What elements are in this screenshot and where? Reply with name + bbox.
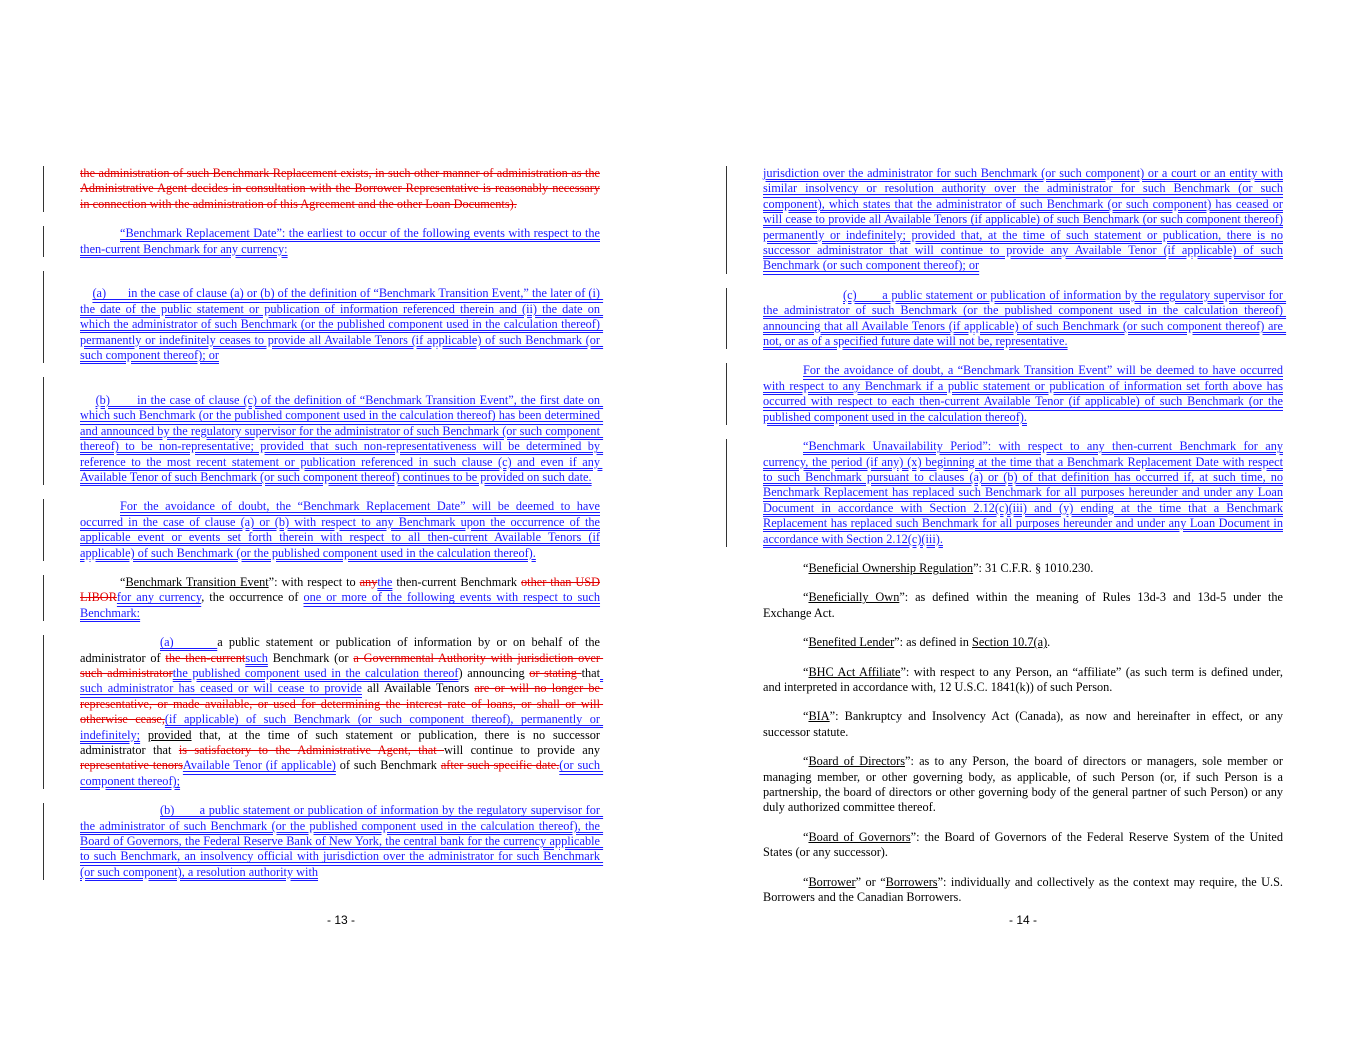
deleted-text: is satisfactory to the Administrative Agent, that [178, 743, 445, 757]
change-bar [43, 635, 44, 789]
change-bar [43, 377, 44, 485]
text: ”: 31 C.F.R. § 1010.230. [973, 560, 1094, 575]
defined-term: Board of Directors [808, 754, 905, 769]
paragraph-clause-a [80, 271, 604, 363]
paragraph-board-of-governors [763, 830, 1283, 861]
defined-term: BHC Act Affiliate [808, 664, 901, 679]
text: ”: as defined within the meaning of Rules 13d-3 and 13d-5 under the Exchange Act. [763, 590, 1283, 620]
text: ”: with respect to [268, 574, 360, 589]
page-number: - 13 - [327, 913, 356, 927]
page-number: - 14 - [1009, 913, 1038, 927]
change-bar [43, 575, 44, 621]
change-bar [43, 499, 44, 561]
inserted-text: for any currency [116, 590, 202, 605]
defined-term: Borrower [808, 874, 856, 889]
inserted-text: (a) in the case of clause (a) or (b) of the definition of “Benchmark Transition Event,” the later of (i) the date of the public statement or publication of information referenced therein and (ii) the date on which the administrator of such Benchmark (or the published component used in the calculation thereof) permanently or indefinitely ceases to provide all Available Tenors (if applicable) of such Benchmark (or such component thereof); or [80, 286, 604, 363]
text: “ [803, 754, 809, 769]
text: will continue to provide any [444, 743, 604, 757]
paragraph-bhc-act-affiliate [763, 665, 1283, 696]
inserted-text: such [245, 650, 268, 665]
defined-term: Beneficial Ownership Regulation [808, 560, 974, 575]
inserted-text: such administrator has ceased or will cease to provide [80, 665, 604, 696]
paragraph-transition-clause-c [763, 287, 1287, 350]
paragraph-replacement-admin [80, 166, 600, 212]
text: ”: as to any Person, the board of directors or managers, sole member or managing member, or other governing body, as applicable, of such Person (or, if such Person is a partnership, the board of directors or other governing body of the general partner of such Person) or any duly authorized committee thereof. [763, 754, 1283, 815]
inserted-text: (if applicable) of such Benchmark (or such component thereof), permanently or indefinitely; [80, 712, 604, 742]
text: that, at the time of such statement or publication, there is no successor administrator that [80, 727, 604, 757]
paragraph-benefited-lender [763, 635, 1283, 650]
defined-term: Benchmark Transition Event [125, 574, 269, 589]
deleted-text: a Governmental Authority with jurisdiction over such administrator [80, 650, 604, 680]
text: “ [803, 874, 809, 889]
text: “ [803, 664, 809, 679]
text: ”: with respect to any Person, an “affiliate” (as such term is defined under, and interpreted in accordance with, 12 U.S.C. 1841(k)) of such Person. [763, 664, 1283, 694]
paragraph-board-of-directors [763, 754, 1283, 816]
paragraph-benchmark-replacement-date [80, 226, 600, 257]
text: ”: Bankruptcy and Insolvency Act (Canada), as now and hereinafter in effect, or any successor statute. [763, 709, 1283, 739]
text: ”: the Board of Governors of the Federal Reserve System of the United States (or any successor). [763, 829, 1283, 860]
inserted-text: “Benchmark Replacement Date”: the earliest to occur of the following events with respect to the then-current Benchmark for any currency: [80, 226, 600, 256]
paragraph-bia [763, 709, 1283, 740]
text: “ [803, 590, 809, 605]
paragraph-avoidance-of-doubt [80, 499, 600, 561]
deleted-text: representative tenors [80, 758, 183, 773]
deleted-text: the then-current [165, 650, 246, 665]
defined-term: Benefited Lender [808, 635, 895, 650]
text: , the occurrence of [201, 590, 304, 605]
change-bar [726, 363, 727, 425]
inserted-text: (b) in the case of clause (c) of the definition of “Benchmark Transition Event”, the first date on which such Benchmark (or the published component used in the calculation thereof) has been determined and announced by the regulatory supervisor for the administrator of such Benchmark (or such component thereof) to be non-representative; provided that such non-representativeness will be determined by reference to the most recent statement or publication referenced in such clause (c) and even if any Available Tenor of such Benchmark (or such component thereof) continues to be provided on such date. [80, 392, 604, 484]
deleted-text: after such specific date. [440, 758, 560, 773]
inserted-text: (a) [160, 635, 218, 650]
deleted-text: are or will no longer be representative, or made available, or used for determining the interest rate of loans, or shall or will otherwise cease, [80, 681, 604, 727]
change-bar [43, 271, 44, 363]
text: of such Benchmark [335, 758, 441, 773]
section-reference: Section 10.7(a) [972, 635, 1048, 650]
text: ” or “ [855, 874, 886, 889]
text: “ [803, 829, 809, 844]
text: a public statement or publication of information by or on behalf of the administrator of [80, 635, 604, 665]
paragraph-transition-clause-a [80, 635, 604, 789]
paragraph-beneficial-ownership [763, 561, 1283, 576]
paragraph-clause-b [80, 377, 604, 485]
paragraph-transition-clause-b [80, 803, 604, 880]
page-14 [763, 166, 1287, 919]
change-bar [43, 803, 44, 880]
inserted-text: the [377, 574, 393, 589]
paragraph-borrower [763, 875, 1283, 906]
text [140, 728, 148, 742]
text: “ [803, 560, 809, 575]
inserted-text: (c) a public statement or publication of information by the regulatory supervisor for the administrator of such Benchmark (or the published component used in the calculation thereof) announcing that all Available Tenors (if applicable) of such Benchmark (or such component thereof) are not, or as of a specified future date will not be, representative. [763, 287, 1287, 349]
deleted-text: other than USD LIBOR [80, 574, 600, 605]
defined-term: BIA [808, 709, 830, 724]
defined-term: Borrowers [885, 874, 938, 889]
inserted-text: For the avoidance of doubt, the “Benchmark Replacement Date” will be deemed to have occurred in the case of clause (a) or (b) with respect to any Benchmark upon the occurrence of the applicable event or events set forth therein with respect to all then-current Available Tenors (if applicable) of such Benchmark (or the published component used in the calculation thereof). [80, 499, 600, 560]
text: ”: individually and collectively as the context may require, the U.S. Borrowers and the Canadian Borrowers. [763, 874, 1283, 905]
inserted-text: “Benchmark Unavailability Period”: with respect to any then-current Benchmark for any currency, the period (if any) (x) beginning at the time that a Benchmark Replacement Date with respect to such Benchmark pursuant to clauses (a) or (b) of that definition has occurred if, at such time, no Benchmark Replacement has replaced such Benchmark for all purposes hereunder and under any Loan Document in accordance with Section 2.12(c)(iii) and (y) ending at the time that a Benchmark Replacement has replaced such Benchmark for all purposes hereunder and under any Loan Document in accordance with Section 2.12(c)(iii). [763, 439, 1283, 546]
deleted-text: or stating [529, 665, 582, 680]
deleted-text: any [359, 574, 378, 589]
change-bar [726, 166, 727, 274]
change-bar [726, 439, 727, 547]
page-13 [80, 166, 604, 894]
text: then-current Benchmark [392, 574, 522, 589]
underlined-text: provided [147, 727, 192, 742]
inserted-text: one or more of the following events with respect to such Benchmark: [80, 590, 601, 620]
defined-term: Beneficially Own [808, 590, 900, 605]
text: “ [120, 574, 126, 589]
paragraph-benchmark-transition-event [80, 575, 600, 621]
paragraph-benchmark-unavailability [763, 439, 1283, 547]
text: Benchmark (or [267, 650, 354, 665]
paragraph-transition-avoidance [763, 363, 1283, 425]
text: all Available Tenors [361, 681, 475, 696]
inserted-text: For the avoidance of doubt, a “Benchmark Transition Event” will be deemed to have occurred with respect to any Benchmark if a public statement or publication of information set forth above has occurred with respect to each then-current Available Tenor (if applicable) of such Benchmark (or the published component used in the calculation thereof). [763, 363, 1283, 424]
inserted-text: the published component used in the calculation thereof [172, 665, 459, 680]
text: “ [803, 709, 809, 724]
inserted-text: (b) a public statement or publication of information by the regulatory supervisor for the administrator of such Benchmark (or the published component used in the calculation thereof), the Board of Governors, the Federal Reserve Bank of New York, the central bank for the currency applicable to such Benchmark, an insolvency official with jurisdiction over the administrator for such Benchmark (or such component), a resolution authority with [80, 803, 604, 879]
inserted-text: jurisdiction over the administrator for such Benchmark (or such component) or a court or an entity with similar insolvency or resolution authority over the administrator for such Benchmark (or such component), which states that the administrator of such Benchmark (or such component) has ceased or will cease to provide all Available Tenors (if applicable) of such Benchmark (or such component thereof) permanently or indefinitely; provided that, at the time of such statement or publication, there is no successor administrator that will continue to provide any Available Tenor (if applicable) of such Benchmark (or such component thereof); or [763, 166, 1283, 273]
deleted-text: the administration of such Benchmark Replacement exists, in such other manner of administration as the Administrative Agent decides in consultation with the Borrower Representative is reasonably necessary in connection with the administration of this Agreement and the other Loan Documents). [80, 166, 600, 211]
inserted-text: Available Tenor (if applicable) [182, 758, 336, 773]
paragraph-beneficially-own [763, 590, 1283, 621]
change-bar [726, 288, 727, 350]
text: . [1047, 635, 1051, 650]
text: ) announcing [458, 665, 530, 680]
text: that [581, 665, 601, 680]
change-bar [43, 226, 44, 257]
change-bar [43, 166, 44, 212]
defined-term: Board of Governors [808, 829, 911, 844]
paragraph-transition-clause-b-cont [763, 166, 1283, 274]
text: ”: as defined in [894, 635, 973, 650]
inserted-text: (or such component thereof); [80, 758, 604, 788]
text: “ [803, 635, 809, 650]
